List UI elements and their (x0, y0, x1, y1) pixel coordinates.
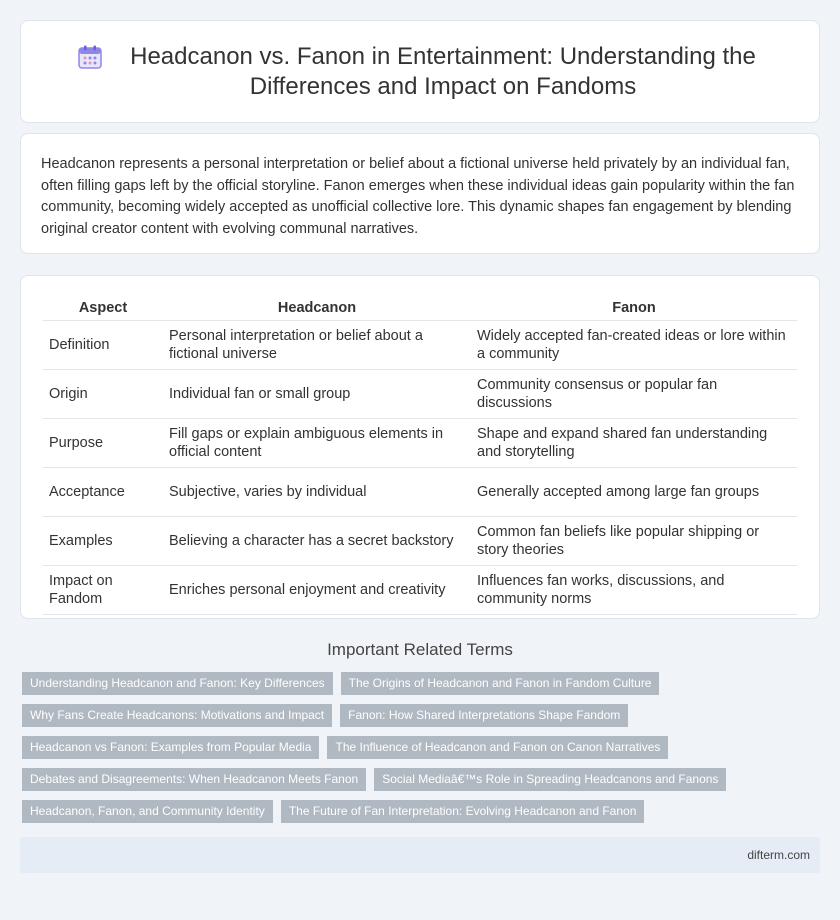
row-headcanon: Personal interpretation or belief about a fictional universe (163, 321, 471, 370)
footer-site-name[interactable]: difterm.com (747, 848, 810, 862)
header-headcanon: Headcanon (163, 296, 471, 321)
title-wrap (77, 42, 763, 102)
related-terms-heading: Important Related Terms (327, 640, 513, 659)
table-row (43, 468, 797, 517)
related-term-link[interactable]: Fanon: How Shared Interpretations Shape Fandom (340, 704, 628, 727)
footer (20, 837, 820, 873)
header-fanon: Fanon (471, 296, 797, 321)
related-term-link[interactable]: Understanding Headcanon and Fanon: Key Differences (22, 672, 333, 695)
row-fanon: Community consensus or popular fan discussions (471, 370, 797, 419)
row-headcanon: Believing a character has a secret backstory (163, 517, 471, 566)
intro-paragraph: Headcanon represents a personal interpretation or belief about a fictional universe held privately by an individual fan, often filling gaps left by the official storyline. Fanon emerges when these individual ideas gain popularity within the fan community, becoming widely accepted as unofficial collective lore. This dynamic shapes fan engagement by blending original creator content with evolving communal narratives. (41, 156, 795, 237)
comparison-card (20, 275, 820, 619)
row-fanon: Shape and expand shared fan understanding and storytelling (471, 419, 797, 468)
row-fanon: Common fan beliefs like popular shipping or story theories (471, 517, 797, 566)
calendar-icon (77, 44, 103, 70)
row-fanon: Widely accepted fan-created ideas or lore within a community (471, 321, 797, 370)
related-term-link[interactable]: Headcanon vs Fanon: Examples from Popular Media (22, 736, 319, 759)
related-terms-list (22, 672, 818, 823)
row-aspect: Acceptance (43, 468, 163, 517)
table-header-row (43, 296, 797, 321)
header-aspect: Aspect (43, 296, 163, 321)
row-fanon: Influences fan works, discussions, and community norms (471, 566, 797, 615)
row-aspect: Impact on Fandom (43, 566, 163, 615)
table-row (43, 370, 797, 419)
row-headcanon: Subjective, varies by individual (163, 468, 471, 517)
row-headcanon: Individual fan or small group (163, 370, 471, 419)
related-term-link[interactable]: Headcanon, Fanon, and Community Identity (22, 800, 273, 823)
row-aspect: Origin (43, 370, 163, 419)
page-title: Headcanon vs. Fanon in Entertainment: Understanding the Differences and Impact on Fandoms (130, 42, 756, 100)
intro-card (20, 133, 820, 254)
table-row (43, 517, 797, 566)
related-term-link[interactable]: The Future of Fan Interpretation: Evolving Headcanon and Fanon (281, 800, 645, 823)
row-aspect: Definition (43, 321, 163, 370)
comparison-table (43, 296, 797, 615)
related-term-link[interactable]: Social Mediaâ€™s Role in Spreading Headcanons and Fanons (374, 768, 726, 791)
related-term-link[interactable]: The Origins of Headcanon and Fanon in Fandom Culture (341, 672, 660, 695)
table-row (43, 566, 797, 615)
row-fanon: Generally accepted among large fan groups (471, 468, 797, 517)
table-row (43, 419, 797, 468)
title-card (20, 20, 820, 123)
related-term-link[interactable]: The Influence of Headcanon and Fanon on Canon Narratives (327, 736, 668, 759)
row-aspect: Purpose (43, 419, 163, 468)
row-headcanon: Fill gaps or explain ambiguous elements in official content (163, 419, 471, 468)
related-term-link[interactable]: Debates and Disagreements: When Headcanon Meets Fanon (22, 768, 366, 791)
row-aspect: Examples (43, 517, 163, 566)
row-headcanon: Enriches personal enjoyment and creativity (163, 566, 471, 615)
table-row (43, 321, 797, 370)
related-term-link[interactable]: Why Fans Create Headcanons: Motivations and Impact (22, 704, 332, 727)
